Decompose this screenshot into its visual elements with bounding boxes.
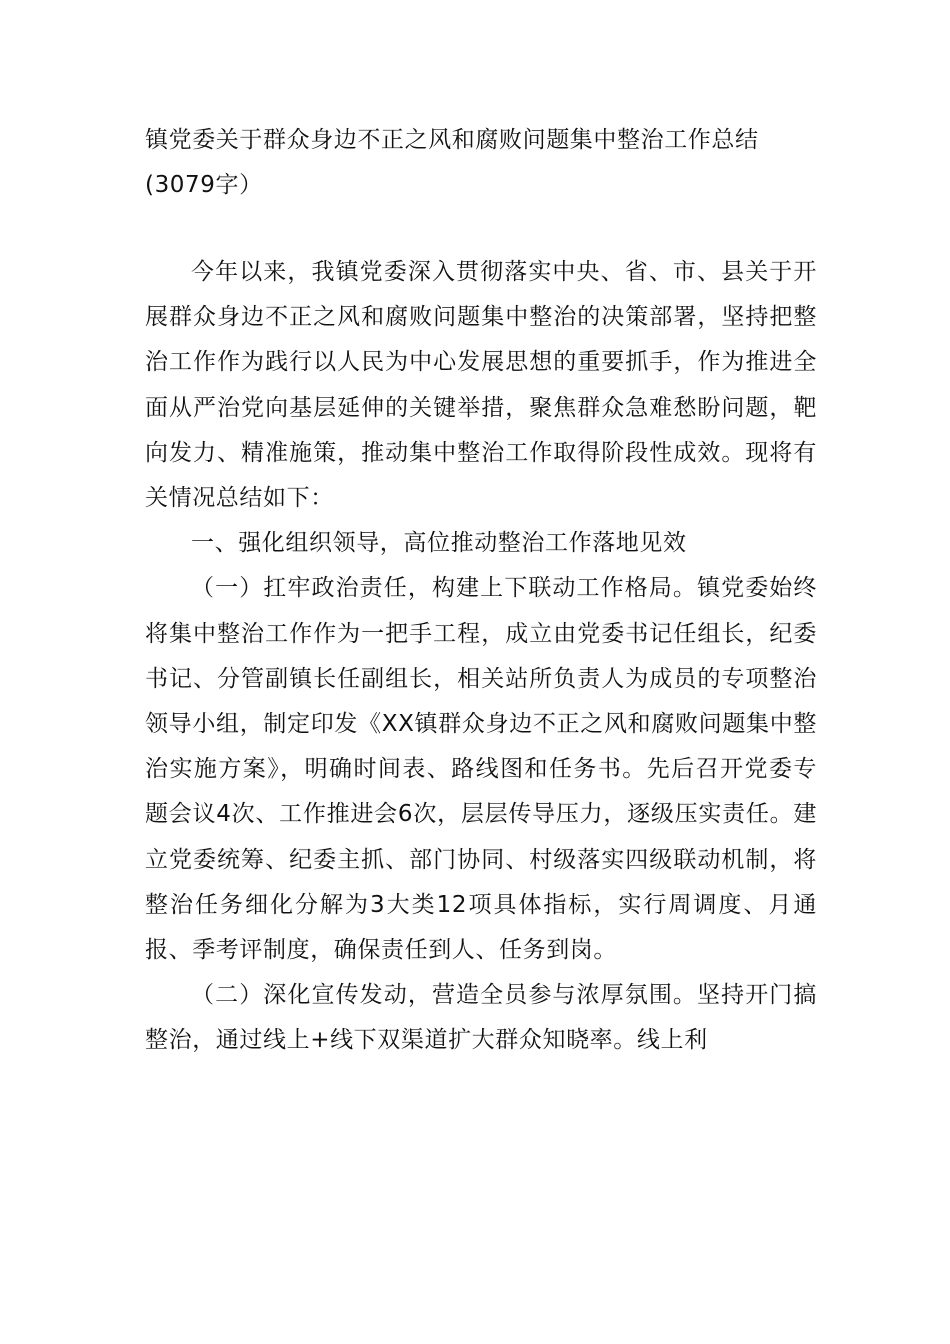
intro-paragraph: 今年以来，我镇党委深入贯彻落实中央、省、市、县关于开展群众身边不正之风和腐败问题集中整治的决策部署，坚持把整治工作作为践行以人民为中心发展思想的重要抓手，作为推进全面从严治党向基层延伸的关键举措，聚焦群众急难愁盼问题，靶向发力、精准施策，推动集中整治工作取得阶段性成效。现将有关情况总结如下： [145,259,817,512]
document-title: 镇党委关于群众身边不正之风和腐败问题集中整治工作总结(3079字） [145,127,759,198]
body-paragraph: （一）扛牢政治责任，构建上下联动工作格局。镇党委始终将集中整治工作作为一把手工程，成立由党委书记任组长，纪委书记、分管副镇长任副组长，相关站所负责人为成员的专项整治领导小组，制定印发《XX镇群众身边不正之风和腐败问题集中整治实施方案》，明确时间表、路线图和任务书。先后召开党委专题会议4次、工作推进会6次，层层传导压力，逐级压实责任。建立党委统筹、纪委主抓、部门协同、村级落实四级联动机制，将整治任务细化分解为3大类12项具体指标，实行周调度、月通报、季考评制度，确保责任到人、任务到岗。 [145,575,817,964]
body-paragraph: （二）深化宣传发动，营造全员参与浓厚氛围。坚持开门搞整治，通过线上+线下双渠道扩大群众知晓率。线上利 [145,982,817,1054]
section-heading: 一、强化组织领导，高位推动整治工作落地见效 [191,530,687,557]
document-body [145,250,817,1064]
